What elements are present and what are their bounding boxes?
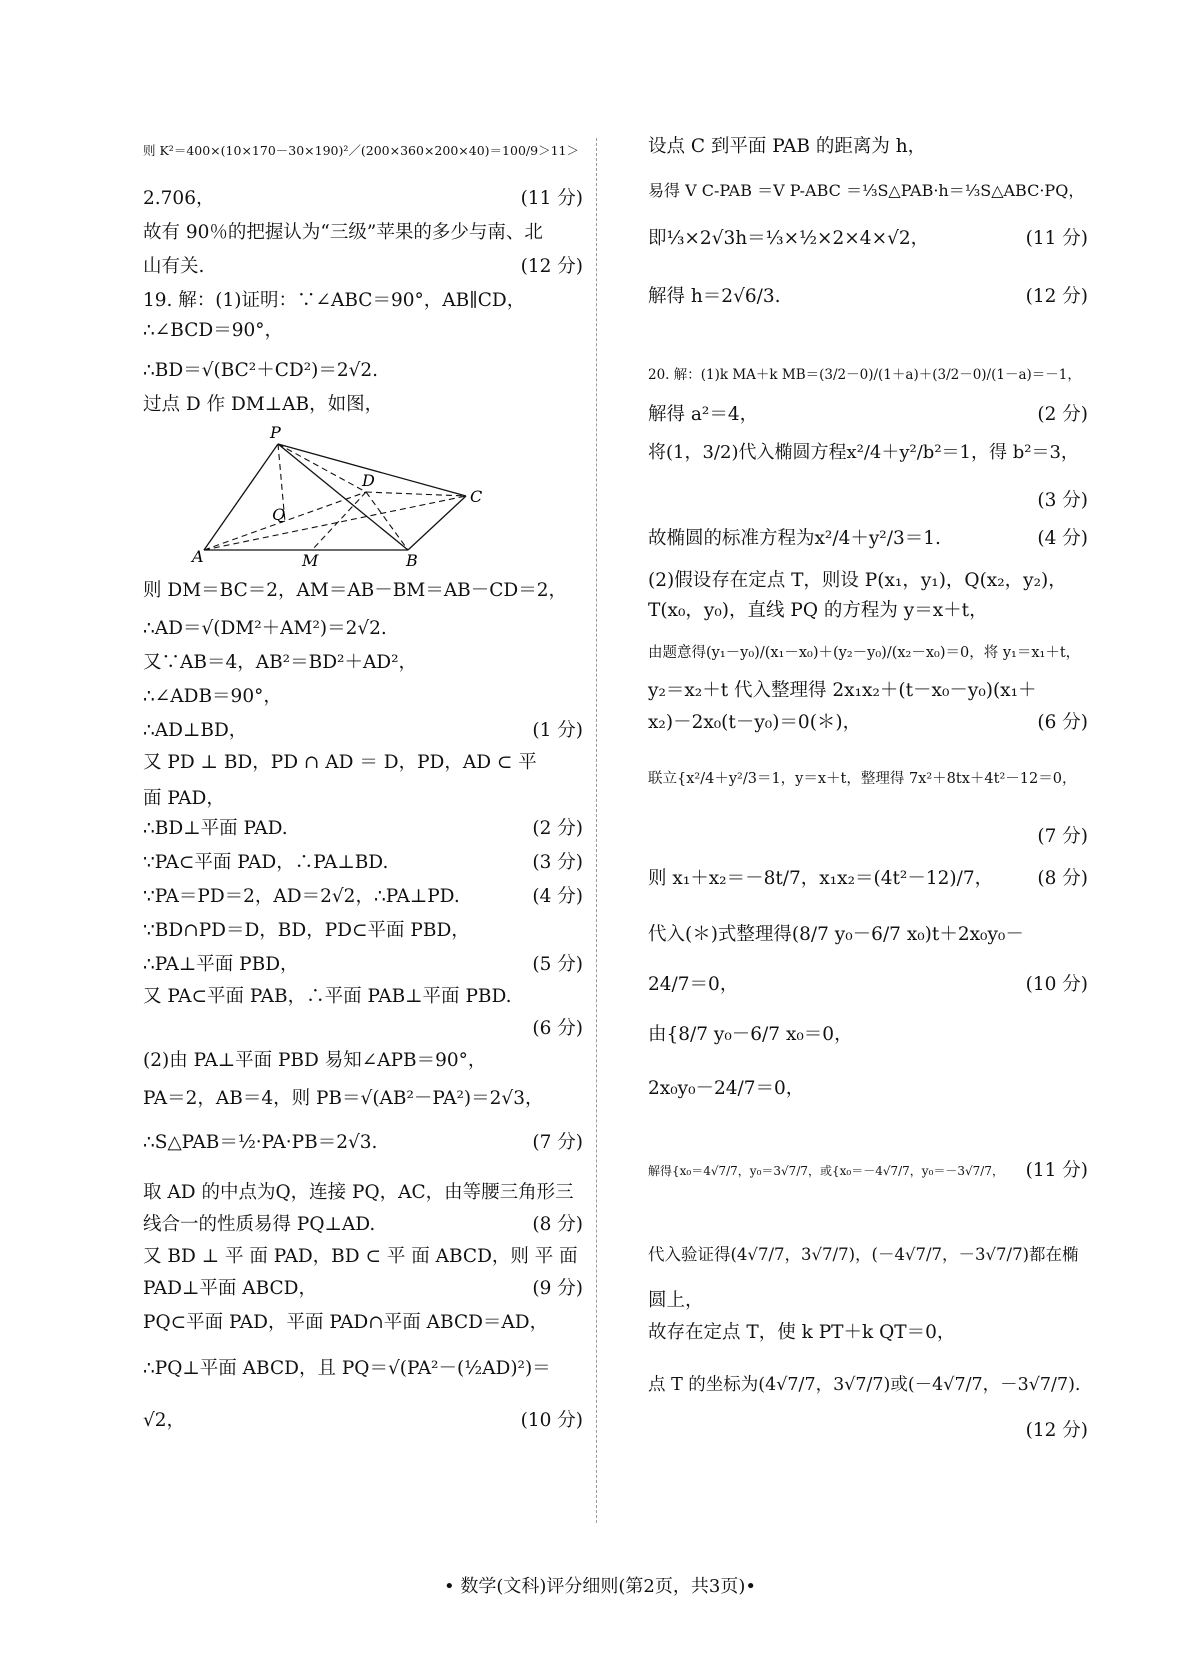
- score-mark: (4 分): [532, 886, 583, 907]
- left-text: PA＝2，AB＝4，则 PB＝√(AB²－PA²)＝2√3，: [143, 1088, 544, 1109]
- left-text: ∴AD＝√(DM²＋AM²)＝2√2.: [143, 618, 387, 639]
- right-text: 代入(＊)式整理得(8/7 y₀－6/7 x₀)t＋2x₀y₀－: [648, 924, 1024, 945]
- score-mark: (3 分): [1037, 490, 1088, 511]
- left-text: ∴PQ⊥平面 ABCD，且 PQ＝√(PA²－(½AD)²)＝: [143, 1358, 551, 1379]
- score-mark: (7 分): [1037, 826, 1088, 847]
- left-text: 又 BD ⊥ 平 面 PAD，BD ⊂ 平 面 ABCD，则 平 面: [143, 1246, 578, 1267]
- score-mark: (10 分): [1025, 974, 1088, 995]
- right-text: 将(1，3/2)代入椭圆方程x²/4＋y²/b²＝1，得 b²＝3，: [648, 442, 1079, 463]
- score-mark: (4 分): [1037, 528, 1088, 549]
- left-text: PQ⊂平面 PAD，平面 PAD∩平面 ABCD＝AD，: [143, 1312, 549, 1333]
- right-text: 点 T 的坐标为(4√7/7，3√7/7)或(－4√7/7，－3√7/7).: [648, 1375, 1081, 1395]
- right-text: 即⅓×2√3h＝⅓×½×2×4×√2，: [648, 228, 930, 249]
- left-text: ∵PA⊂平面 PAD，∴PA⊥BD.: [143, 852, 389, 873]
- left-text: 则 DM＝BC＝2，AM＝AB－BM＝AB－CD＝2，: [143, 580, 568, 601]
- left-text: 又 PA⊂平面 PAB，∴平面 PAB⊥平面 PBD.: [143, 986, 512, 1007]
- right-text: 24/7＝0，: [648, 974, 739, 995]
- right-text: 解得 a²＝4，: [648, 404, 759, 425]
- left-text: ∴AD⊥BD，: [143, 720, 248, 741]
- left-text: ∵BD∩PD＝D，BD，PD⊂平面 PBD，: [143, 920, 470, 941]
- score-mark: (10 分): [520, 1410, 583, 1431]
- left-text: 2.706，: [143, 188, 215, 209]
- left-text: ∵PA＝PD＝2，AD＝2√2，∴PA⊥PD.: [143, 886, 460, 907]
- right-text: 故存在定点 T，使 k PT＋k QT＝0，: [648, 1322, 956, 1343]
- page-footer: • 数学(文科)评分细则(第2页，共3页)•: [444, 1576, 756, 1597]
- right-text: 由{8/7 y₀－6/7 x₀＝0，: [648, 1024, 853, 1045]
- left-text: 面 PAD，: [143, 788, 225, 809]
- right-text: (2)假设存在定点 T，则设 P(x₁，y₁)，Q(x₂，y₂)，: [648, 570, 1067, 591]
- left-text: 又 PD ⊥ BD，PD ∩ AD ＝ D，PD，AD ⊂ 平: [143, 752, 537, 773]
- left-text: (2)由 PA⊥平面 PBD 易知∠APB＝90°，: [143, 1050, 487, 1071]
- score-mark: (11 分): [520, 188, 583, 209]
- right-text: 解得 h＝2√6/3.: [648, 286, 781, 307]
- label-P: P: [270, 423, 281, 442]
- score-mark: (1 分): [532, 720, 583, 741]
- score-mark: (8 分): [1037, 868, 1088, 889]
- right-text: 易得 V C-PAB ＝V P-ABC ＝⅓S△PAB·h＝⅓S△ABC·PQ，: [648, 181, 1085, 200]
- left-text: ∴S△PAB＝½·PA·PB＝2√3.: [143, 1132, 378, 1153]
- right-text: 2x₀y₀－24/7＝0，: [648, 1078, 805, 1099]
- label-Q: Q: [272, 505, 286, 524]
- right-text: 设点 C 到平面 PAB 的距离为 h，: [648, 136, 927, 157]
- left-text: 线合一的性质易得 PQ⊥AD.: [143, 1214, 376, 1235]
- left-text: ∴PA⊥平面 PBD，: [143, 954, 299, 975]
- score-mark: (7 分): [532, 1132, 583, 1153]
- right-text: 解得{x₀＝4√7/7，y₀＝3√7/7，或{x₀＝－4√7/7，y₀＝－3√7/7，: [648, 1164, 1004, 1178]
- score-mark: (2 分): [1037, 404, 1088, 425]
- score-mark: (9 分): [532, 1278, 583, 1299]
- score-mark: (12 分): [1025, 1420, 1088, 1441]
- left-text: PAD⊥平面 ABCD，: [143, 1278, 318, 1299]
- score-mark: (12 分): [520, 256, 583, 277]
- label-C: C: [470, 487, 483, 506]
- score-mark: (11 分): [1025, 228, 1088, 249]
- score-mark: (2 分): [532, 818, 583, 839]
- right-text: 代入验证得(4√7/7，3√7/7)，(－4√7/7，－3√7/7)都在椭: [648, 1245, 1079, 1264]
- score-mark: (5 分): [532, 954, 583, 975]
- right-text: y₂＝x₂＋t 代入整理得 2x₁x₂＋(t－x₀－y₀)(x₁＋: [648, 680, 1037, 701]
- left-text: ∴∠BCD＝90°，: [143, 320, 283, 341]
- right-text: 联立{x²/4＋y²/3＝1，y＝x＋t，整理得 7x²＋8tx＋4t²－12＝0，: [648, 771, 1077, 787]
- geometry-figure: [190, 420, 490, 575]
- right-text: 由题意得(y₁－y₀)/(x₁－x₀)＋(y₂－y₀)/(x₂－x₀)＝0，将 y₁＝x₁＋t，: [648, 645, 1081, 661]
- left-text: 又∵AB＝4，AB²＝BD²＋AD²，: [143, 652, 418, 673]
- left-text: ∴BD⊥平面 PAD.: [143, 818, 288, 839]
- right-text: 则 x₁＋x₂＝－8t/7，x₁x₂＝(4t²－12)/7，: [648, 868, 994, 889]
- label-B: B: [406, 551, 418, 570]
- left-text: 19. 解：(1)证明：∵∠ABC＝90°，AB∥CD，: [143, 290, 526, 311]
- score-mark: (6 分): [532, 1018, 583, 1039]
- score-mark: (12 分): [1025, 286, 1088, 307]
- left-text: ∴BD＝√(BC²＋CD²)＝2√2.: [143, 360, 379, 381]
- right-text: 圆上，: [648, 1290, 704, 1311]
- left-text: 过点 D 作 DM⊥AB，如图，: [143, 394, 384, 415]
- right-text: T(x₀，y₀)，直线 PQ 的方程为 y＝x＋t，: [648, 600, 988, 621]
- label-A: A: [192, 547, 204, 566]
- left-text: 故有 90％的把握认为“三级”苹果的多少与南、北: [143, 222, 543, 243]
- label-M: M: [302, 551, 319, 570]
- label-D: D: [362, 471, 375, 490]
- right-text: 20. 解：(1)k MA＋k MB＝(3/2－0)/(1＋a)＋(3/2－0)/(1－a)＝－1，: [648, 367, 1081, 383]
- left-text: √2，: [143, 1410, 186, 1431]
- column-divider: [596, 138, 597, 1523]
- left-text: ∴∠ADB＝90°，: [143, 686, 282, 707]
- score-mark: (11 分): [1025, 1160, 1088, 1181]
- right-text: 故椭圆的标准方程为x²/4＋y²/3＝1.: [648, 528, 941, 549]
- score-mark: (8 分): [532, 1214, 583, 1235]
- left-text: 取 AD 的中点为Q，连接 PQ，AC，由等腰三角形三: [143, 1182, 574, 1203]
- left-text: 山有关.: [143, 256, 205, 277]
- left-text: 则 K²＝400×(10×170－30×190)²／(200×360×200×40)＝100/9＞11＞: [143, 143, 579, 158]
- score-mark: (6 分): [1037, 712, 1088, 733]
- right-text: x₂)－2x₀(t－y₀)＝0(＊)，: [648, 712, 862, 733]
- score-mark: (3 分): [532, 852, 583, 873]
